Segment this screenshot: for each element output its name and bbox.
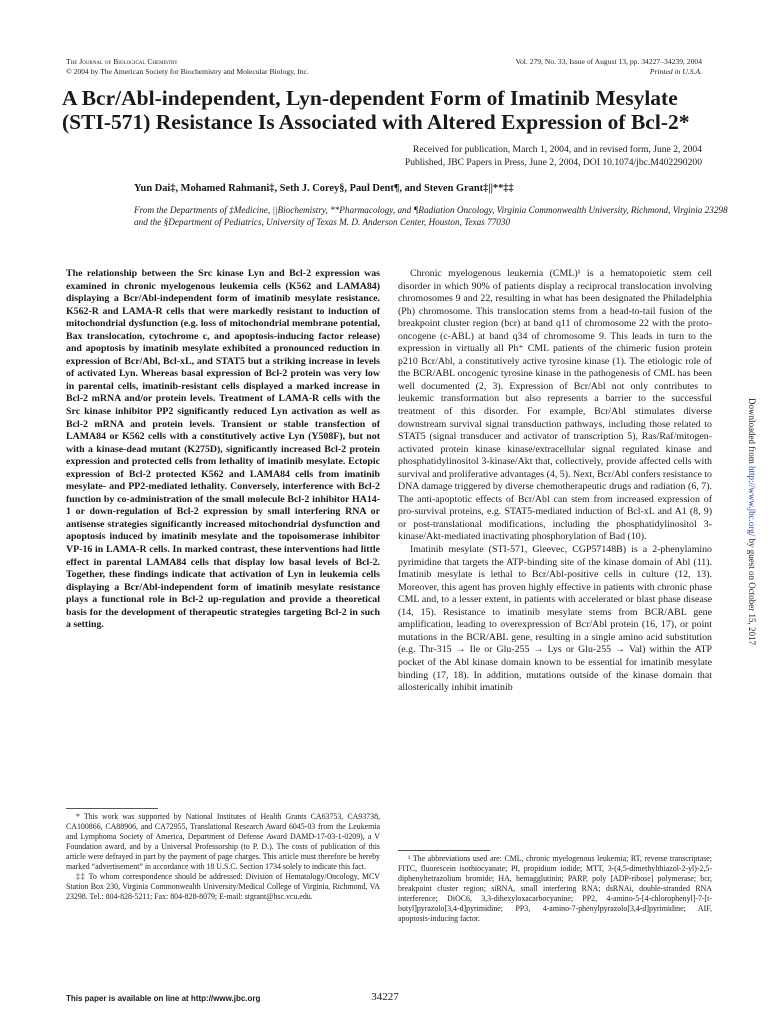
body-paragraph: Chronic myelogenous leukemia (CML)¹ is a hematopoietic stem cell disorder in which 90% of patients display a reciprocal translocation involving chromosomes 9 and 22, resulting in what has been designated the Philadelphia (Ph) chromosome. This translocation stems from a head-to-tail fusion of the breakpoint cluster region (bcr) at band q11 of chromosome 22 with the proto-oncogene (c-ABL) at band q34 of chromosome 9. This leads in turn to the expression in virtually all Ph⁺ CML patients of the chimeric fusion protein p210 Bcr/Abl, a constitutively active tyrosine kinase (1). The etiologic role of the BCR/ABL oncogenic tyrosine kinase in the pathogenesis of CML has been well documented (2, 3). Expression of Bcr/Abl not only contributes to leukemic transformation but also represents a barrier to the successful treatment of this disorder. For example, Bcr/Abl stimulates diverse downstream survival signal transduction pathways, including those related to STAT5 (signal transducer and activator of transcription 5), Ras/Raf/mitogen-activated protein kinase kinase/extracellular signal regulated kinase and phosphatidylinositol 3-kinase/Akt that, collectively, provide affected cells with survival and proliferative advantages (4, 5). Next, Bcr/Abl confers resistance to DNA damage triggered by diverse chemotherapeutic drugs and radiation (6, 7). The anti-apoptotic effects of Bcr/Abl can stem from increased expression of pro-survival proteins, e.g. STAT5-mediated induction of Bcl-xL and A1 (8, 9) or post-translational modifications, including the phosphatidylinositol 3-kinase/Akt-mediated inactivating phosphorylation of Bad (10).	[398, 268, 712, 543]
download-prefix: Downloaded from	[747, 398, 757, 466]
author-list: Yun Dai‡, Mohamed Rahmani‡, Seth J. Corey§, Paul Dent¶, and Steven Grant‡||**‡‡	[134, 183, 514, 194]
journal-name: The Journal of Biological Chemistry	[66, 57, 178, 66]
article-title: A Bcr/Abl-independent, Lyn-dependent Form of Imatinib Mesylate (STI-571) Resistance Is Associated with Altered Expression of Bcl-2*	[62, 86, 690, 134]
running-header-right	[515, 57, 702, 77]
footnote-divider-left	[66, 808, 158, 809]
page-number: 34227	[371, 991, 399, 1003]
received-date: Received for publication, March 1, 2004, and in revised form, June 2, 2004	[412, 144, 702, 155]
jbc-link[interactable]: http://www.jbc.org/	[747, 465, 757, 537]
online-availability: This paper is available on line at http://www.jbc.org	[66, 994, 261, 1003]
abstract-text: The relationship between the Src kinase Lyn and Bcl-2 expression was examined in chronic myelogenous leukemia cells (K562 and LAMA84) displaying a Bcr/Abl-independent form of imatinib mesylate resistance. K562-R and LAMA-R cells that were markedly resistant to induction of mitochondrial dysfunction (e.g. loss of mitochondrial membrane potential, Bax translocation, cytochrome c, and apoptosis-inducing factor release) and apoptosis by imatinib mesylate exhibited a pronounced reduction in expression of Bcr/Abl, Bcl-xL, and STAT5 but a striking increase in levels of activated Lyn. Whereas basal expression of Bcl-2 protein was very low in parental cells, imatinib-resistant cells displayed a marked increase in Bcl-2 mRNA and/or protein levels. Treatment of LAMA-R cells with the Src kinase inhibitor PP2 significantly reduced Lyn activation as well as Bcl-2 mRNA and protein levels. Transient or stable transfection of LAMA84 or K562 cells with a constitutively active Lyn (Y508F), but not with a kinase-dead mutant (K275D), significantly increased Bcl-2 protein expression and protected cells from lethality of imatinib mesylate. Ectopic expression of Bcl-2 protected K562 and LAMA84 cells from imatinib mesylate- and PP2-mediated lethality. Conversely, interference with Bcl-2 function by co-administration of the small molecule Bcl-2 inhibitor HA14-1 or down-regulation of Bcl-2 expression by small interfering RNA or antisense strategies significantly increased mitochondrial dysfunction and apoptosis induced by imatinib mesylate and the topoisomerase inhibitor VP-16 in LAMA-R cells. In marked contrast, these interventions had little effect in parental LAMA84 cells that display low basal levels of Bcl-2. Together, these findings indicate that activation of Lyn in leukemia cells displaying a Bcr/Abl-independent form of imatinib mesylate resistance plays a functional role in Bcl-2 up-regulation and provide a theoretical basis for the development of therapeutic strategies targeting Bcl-2 in such a setting.	[66, 268, 380, 631]
printed-line: Printed in U.S.A.	[649, 67, 702, 76]
funding-footnote: * This work was supported by National Institutes of Health Grants CA63753, CA93738, CA100866, CA88906, and CA72955, Translational Research Award 6045-03 from the Leukemia and Lymphoma Society of America, Department of Defense Award DAMD-17-03-1-0209), a V Foundation award, and by a Universal Professorship (to P. D.). The costs of publication of this article were defrayed in part by the payment of page charges. This article must therefore be hereby marked “advertisement” in accordance with 18 U.S.C. Section 1734 solely to indicate this fact.	[66, 812, 380, 871]
body-text	[398, 268, 712, 695]
download-notice	[745, 398, 759, 818]
download-suffix: by guest on October 15, 2017	[747, 536, 757, 645]
abstract	[66, 268, 380, 632]
running-header-left	[66, 57, 309, 77]
published-line: Published, JBC Papers in Press, June 2, 2004, DOI 10.1074/jbc.M402290200	[404, 156, 702, 168]
footnotes-left	[66, 812, 380, 902]
footnote-divider-right	[398, 850, 490, 851]
volume-line: Vol. 279, No. 33, Issue of August 13, pp. 34227–34239, 2004	[515, 57, 702, 66]
body-paragraph: Imatinib mesylate (STI-571, Gleevec, CGP57148B) is a 2-phenylamino pyrimidine that targets the ATP-binding site of the kinase domain of Abl (11). Imatinib mesylate is lethal to Bcr/Abl-positive cells in culture (12, 13). Moreover, this agent has proven highly effective in patients with chronic phase CML and, to a lesser extent, in patients with accelerated or blast phase disease (14, 15). Resistance to imatinib mesylate stems from BCR/ABL gene amplification, leading to overexpression of Bcr/Abl protein (16, 17), or point mutations in the BCR/ABL gene, resulting in a single amino acid substitution (e.g. Thr-315 → Ile or Glu-255 → Lys or Glu-255 → Val) within the ATP pocket of the Abl kinase domain known to be essential for imatinib mesylate binding (17, 18). In addition, mutations outside of the kinase domain that allosterically inhibit imatinib	[398, 544, 712, 694]
correspondence-footnote: ‡‡ To whom correspondence should be addressed: Division of Hematology/Oncology, MCV Station Box 230, Virginia Commonwealth University/Medical College of Virginia, Richmond, VA 23298. Tel.: 804-828-5211; Fax: 804-828-8079; E-mail: stgrant@hsc.vcu.edu.	[66, 872, 380, 901]
copyright-line: © 2004 by The American Society for Biochemistry and Molecular Biology, Inc.	[66, 67, 309, 76]
abbreviations-footnote	[398, 854, 712, 924]
publication-dates	[222, 144, 702, 169]
affiliations: From the Departments of ‡Medicine, ||Biochemistry, **Pharmacology, and ¶Radiation Oncology, Virginia Commonwealth University, Richmond, Virginia 23298 and the §Department of Pediatrics, University of Texas M. D. Anderson Center, Houston, Texas 77030	[134, 205, 728, 227]
abbreviations-text: ¹ The abbreviations used are: CML, chronic myelogenous leukemia; RT, reverse transcriptase; FITC, fluorescein isothiocyanate; PI, propidium iodide; MTT, 3-(4,5-dimethylthiazol-2-yl)-2,5-diphenyltetrazolium bromide; HA, hemagglutinin; PARP, poly [ADP-ribose] polymerase; bcr, breakpoint cluster region; siRNA, small interfering RNA; dsRNAi, double-stranded RNA interference; DiOC6, 3,3-dihexyloxacarbocyanine; PP2, 4-amino-5-[4-chlorophenyl]-7-[t-butyl]pyrazolo[3,4-d]pyrimidine; PP3, 4-amino-7-phenylpyrazolo[3,4-d]pyrimidine; AIF, apoptosis-inducing factor.	[398, 854, 712, 923]
